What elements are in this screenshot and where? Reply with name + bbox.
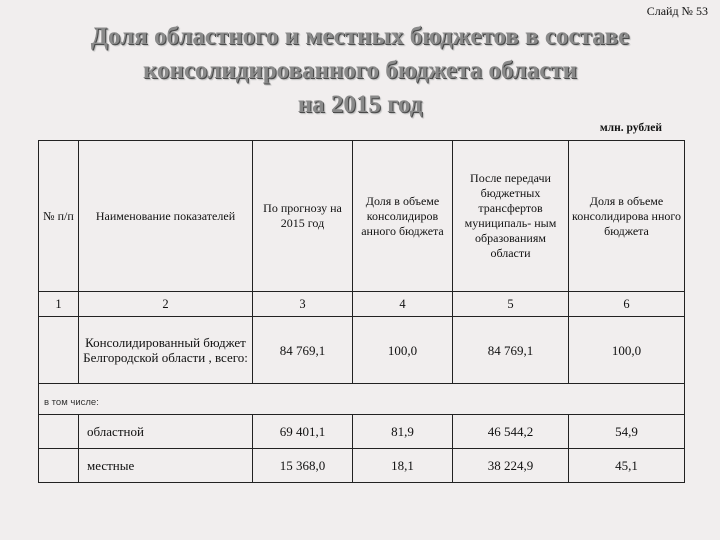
column-number: 5 <box>453 292 569 317</box>
forecast-value: 15 368,0 <box>253 449 353 483</box>
after-transfers-value: 84 769,1 <box>453 317 569 384</box>
title-line-1: Доля областного и местных бюджетов в составе <box>90 23 630 50</box>
column-number-row <box>39 292 685 317</box>
column-number: 4 <box>353 292 453 317</box>
forecast-value: 84 769,1 <box>253 317 353 384</box>
row-name: Консолидированный бюджет Белгородской области , всего: <box>79 317 253 384</box>
including-label: в том числе: <box>39 384 685 415</box>
column-number: 3 <box>253 292 353 317</box>
header-forecast: По прогнозу на 2015 год <box>253 141 353 292</box>
unit-label: млн. рублей <box>599 122 662 134</box>
header-number: № п/п <box>39 141 79 292</box>
row-name: местные <box>79 449 253 483</box>
table-row <box>39 415 685 449</box>
title-line-2: консолидированного бюджета области <box>142 57 578 84</box>
header-share-after: Доля в объеме консолидирова нного бюджета <box>569 141 685 292</box>
share-after-value: 45,1 <box>569 449 685 483</box>
after-transfers-value: 46 544,2 <box>453 415 569 449</box>
share-after-value: 100,0 <box>569 317 685 384</box>
row-number <box>39 449 79 483</box>
header-row <box>39 141 685 292</box>
header-after-transfers: После передачи бюджетных трансфертов муниципаль- ным образованиям области <box>453 141 569 292</box>
row-number <box>39 415 79 449</box>
header-name: Наименование показателей <box>79 141 253 292</box>
column-number: 2 <box>79 292 253 317</box>
header-share: Доля в объеме консолидиров анного бюджета <box>353 141 453 292</box>
page-title <box>0 20 720 122</box>
share-value: 18,1 <box>353 449 453 483</box>
forecast-value: 69 401,1 <box>253 415 353 449</box>
budget-table <box>38 140 685 483</box>
table-row-total <box>39 317 685 384</box>
share-value: 81,9 <box>353 415 453 449</box>
title-line-3: на 2015 год <box>297 91 423 118</box>
column-number: 6 <box>569 292 685 317</box>
slide-number: Слайд № 53 <box>646 4 708 18</box>
after-transfers-value: 38 224,9 <box>453 449 569 483</box>
including-row <box>39 384 685 415</box>
share-value: 100,0 <box>353 317 453 384</box>
column-number: 1 <box>39 292 79 317</box>
row-name: областной <box>79 415 253 449</box>
share-after-value: 54,9 <box>569 415 685 449</box>
row-number <box>39 317 79 384</box>
table-row <box>39 449 685 483</box>
